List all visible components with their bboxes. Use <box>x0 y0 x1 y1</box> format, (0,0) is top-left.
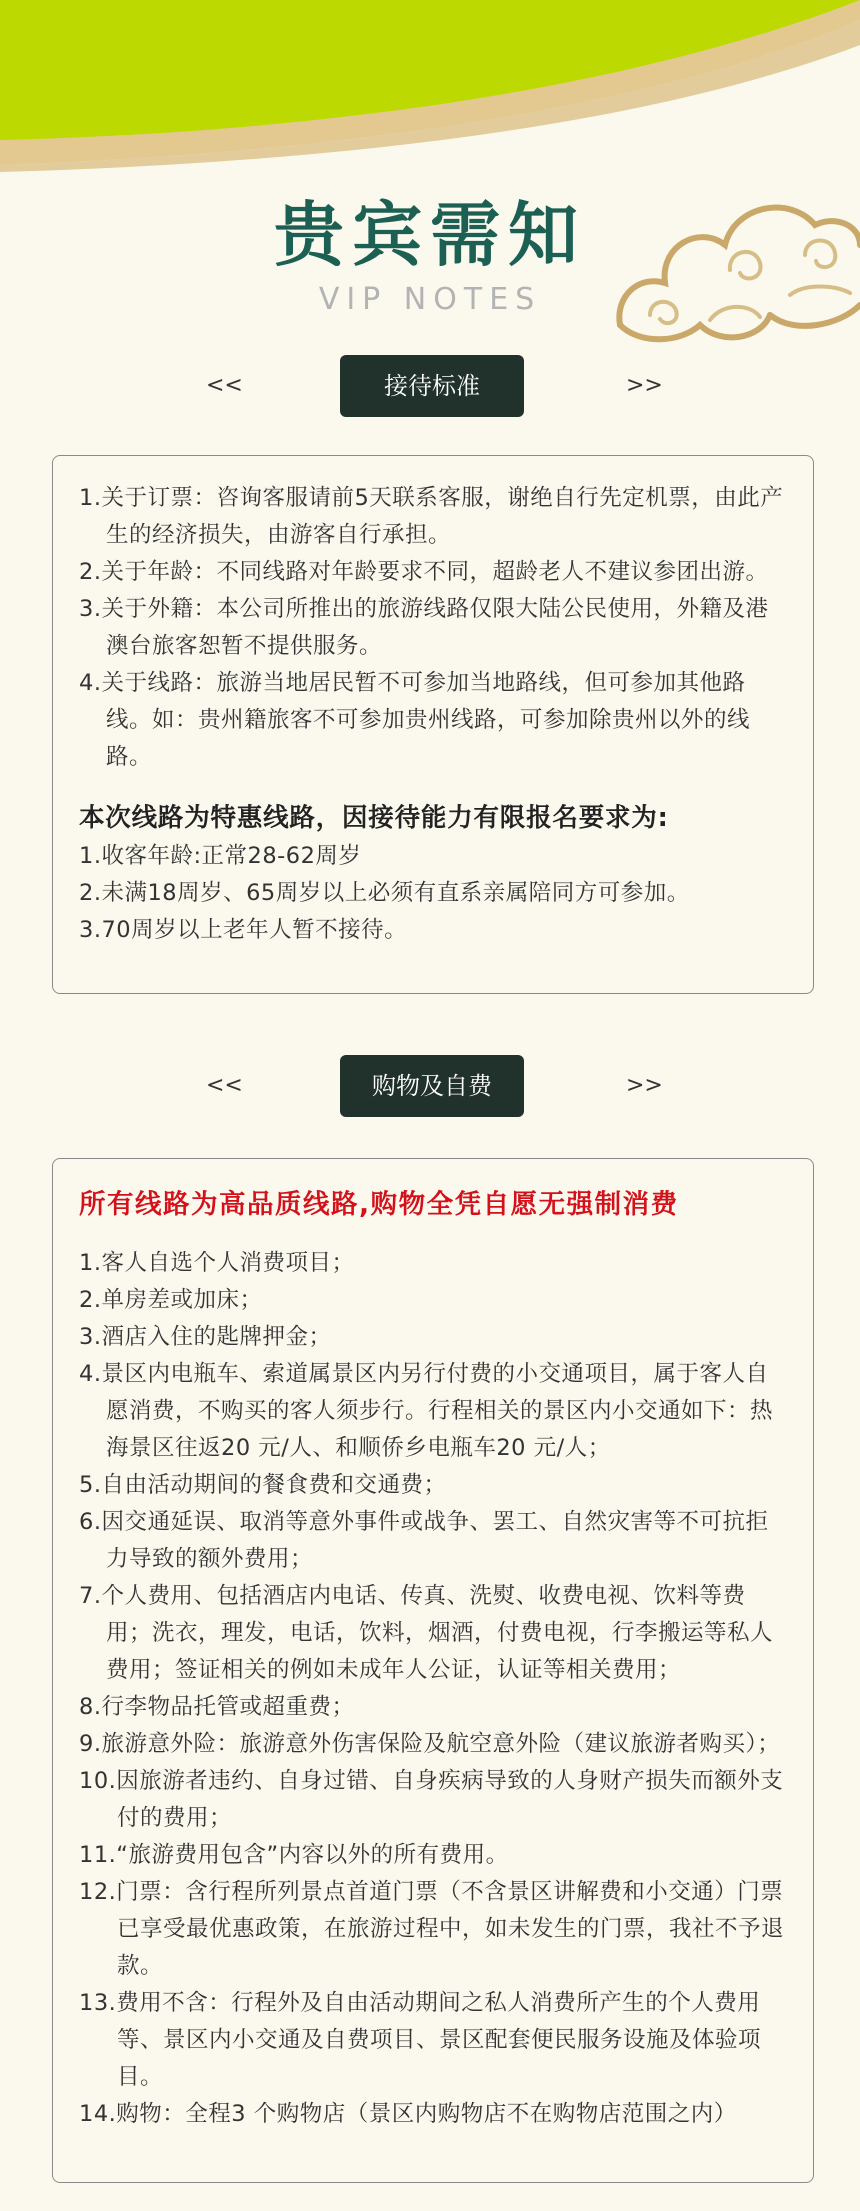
section-label-shopping: 购物及自费 <box>340 1055 524 1117</box>
next-arrow: >> <box>626 373 663 398</box>
shopping-expenses-box <box>52 1158 814 2183</box>
list-item: 2.未满18周岁、65周岁以上必须有直系亲属陪同方可参加。 <box>79 880 690 906</box>
list-item: 11.“旅游费用包含”内容以外的所有费用。 <box>79 1842 509 1868</box>
section-label-reception: 接待标准 <box>340 355 524 417</box>
prev-arrow: << <box>206 373 243 398</box>
reception-standards-box <box>52 455 814 994</box>
page-subtitle: VIP NOTES <box>318 282 542 317</box>
list-item: 9.旅游意外险：旅游意外伤害保险及航空意外险（建议旅游者购买）； <box>79 1731 781 1757</box>
list-item: 5.自由活动期间的餐食费和交通费； <box>79 1472 447 1498</box>
list-item: 3.关于外籍：本公司所推出的旅游线路仅限大陆公民使用，外籍及港澳台旅客恕暂不提供服务。 <box>79 596 769 659</box>
shopping-highlight-heading: 所有线路为高品质线路,购物全凭自愿无强制消费 <box>79 1189 679 1220</box>
section-header-shopping <box>0 1055 860 1115</box>
list-item: 4.景区内电瓶车、索道属景区内另行付费的小交通项目，属于客人自愿消费，不购买的客人须步行。行程相关的景区内小交通如下：热海景区往返20 元/人、和顺侨乡电瓶车20 元/人； <box>79 1361 774 1461</box>
page-title: 贵宾需知 <box>274 193 586 276</box>
list-item: 6.因交通延误、取消等意外事件或战争、罢工、自然灾害等不可抗拒力导致的额外费用； <box>79 1509 769 1572</box>
list-item: 1.关于订票：咨询客服请前5天联系客服，谢绝自行先定机票，由此产生的经济损失，由游客自行承担。 <box>79 485 784 548</box>
list-item: 10.因旅游者违约、自身过错、自身疾病导致的人身财产损失而额外支付的费用； <box>79 1768 784 1831</box>
list-item: 8.行李物品托管或超重费； <box>79 1694 355 1720</box>
list-item: 2.关于年龄：不同线路对年龄要求不同，超龄老人不建议参团出游。 <box>79 559 769 585</box>
prev-arrow: << <box>206 1073 243 1098</box>
next-arrow: >> <box>626 1073 663 1098</box>
list-item: 1.收客年龄:正常28-62周岁 <box>79 843 362 869</box>
list-item: 1.客人自选个人消费项目； <box>79 1250 355 1276</box>
list-item: 3.70周岁以上老年人暂不接待。 <box>79 917 408 943</box>
list-item: 2.单房差或加床； <box>79 1287 263 1313</box>
list-item: 12.门票：含行程所列景点首道门票（不含景区讲解费和小交通）门票已享受最优惠政策，在旅游过程中，如未发生的门票，我社不予退款。 <box>79 1879 785 1979</box>
list-item: 3.酒店入住的匙牌押金； <box>79 1324 332 1350</box>
list-item: 14.购物：全程3 个购物店（景区内购物店不在购物店范围之内） <box>79 2101 737 2127</box>
list-item: 7.个人费用、包括酒店内电话、传真、洗熨、收费电视、饮料等费用；洗衣，理发，电话，饮料，烟酒，付费电视，行李搬运等私人费用；签证相关的例如未成年人公证，认证等相关费用； <box>79 1583 774 1683</box>
top-banner <box>0 0 860 175</box>
section-header-reception <box>0 355 860 415</box>
special-requirements-heading: 本次线路为特惠线路，因接待能力有限报名要求为: <box>79 803 669 833</box>
list-item: 13.费用不含：行程外及自由活动期间之私人消费所产生的个人费用等、景区内小交通及自费项目、景区配套便民服务设施及体验项目。 <box>79 1990 762 2090</box>
list-item: 4.关于线路：旅游当地居民暂不可参加当地路线，但可参加其他路线。如：贵州籍旅客不可参加贵州线路，可参加除贵州以外的线路。 <box>79 670 751 770</box>
